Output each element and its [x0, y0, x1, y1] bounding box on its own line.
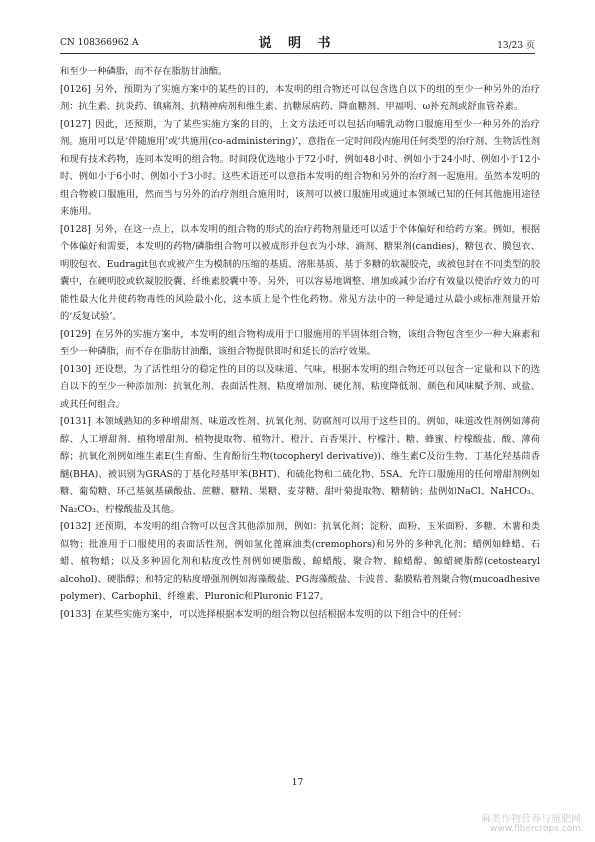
paragraph-text: 另外，在这一点上，以本发明的组合物的形式的治疗药物剂量还可以适于个体偏好和给药方案。例如，根据个体偏好和需要，本发明的药物/磷脂组合物可以被成形并包衣为小球、滴剂、糖果剂(candies)、糖包衣、膜包衣、明胶包衣、Eudragit包衣或被产生为模制的压缩的基质、溶胀基质、基于多糖的软凝胶壳，或被包封在不同类型的胶囊中，在硬明胶或软凝胶胶囊、纤维素胶囊中等。另外，可以容易地调整、增加或减少治疗有效量以使治疗效力的可能性最大化并使药物毒性的风险最小化，这本质上是个性化药物。常见方法中的一种是通过从最小或标准剂量开始的‘反复试验’。	[60, 223, 540, 322]
paragraph-text: 本领域熟知的多种增甜剂、味道改性剂、抗氧化剂、防腐剂可以用于这些目的。例如，味道改性剂例如薄荷醇、人工增甜剂、植物增甜剂、植物提取物、植物汁、橙汁、百香果汁、柠檬汁、糖、蜂蜜、柠檬酸盐、酸、薄荷醇；抗氧化剂例如维生素E(生育酚、生育酚衍生物(tocopheryl derivative))、维生素C及衍生物、丁基化羟基茴香醚(BHA)、被识别为GRAS的丁基化羟基甲苯(BHT)、和硫化物和二硫化物、5SA、允许口服施用的任何增甜剂例如糖、葡萄糖、环己基氨基磺酸盐、蔗糖、糖精、果糖、麦芽糖、甜叶菊提取物、糖精钠；盐例如NaCl、NaHCO₃、Na₂CO₃、柠檬酸盐及其他。	[60, 416, 540, 515]
paragraph-number: [0127]	[60, 118, 91, 130]
document-body	[60, 63, 540, 623]
paragraph	[60, 606, 540, 624]
paragraph	[60, 81, 540, 116]
paragraph-text: 因此，还预期，为了某些实施方案的目的，上文方法还可以包括向哺乳动物口服施用至少一种另外的治疗剂。施用可以是‘伴随施用’或‘共施用(co-administering)’，意指在一定时间段内施用任何类型的治疗剂、生物活性剂和现有技术药物，连同本发明的组合物。时间段优选地小于72小时，例如48小时、例如小于24小时、例如小于12小时、例如小于6小时、例如小于3小时。这些术语还可以意指本发明的组合物和另外的治疗剂一起施用。虽然本发明的组合物被口服施用，然而当与另外的治疗剂组合施用时，该剂可以被口服施用或通过本领域已知的任何其他施用途径来施用。	[60, 118, 540, 217]
paragraph	[60, 63, 540, 81]
paragraph-number: [0133]	[60, 608, 91, 620]
paragraph-number: [0132]	[60, 521, 91, 532]
paragraph	[60, 518, 540, 606]
paragraph	[60, 116, 540, 221]
page-header	[60, 30, 535, 52]
document-type: 说 明 书	[258, 36, 337, 51]
paragraph	[60, 326, 540, 361]
paragraph	[60, 413, 540, 518]
paragraph	[60, 361, 540, 414]
paragraph	[60, 221, 540, 326]
paragraph-text: 还预期，本发明的组合物可以包含其他添加剂，例如：抗氧化剂；淀粉、面粉、玉米面粉、多糖、木薯和类似物；批准用于口服使用的表面活性剂，例如氢化蓖麻油类(cremophors)和另外的多种乳化剂；蜡例如蜂蜡、石蜡、植物蜡；以及多种固化剂和粘度改性剂例如硬脂酸、鲸蜡酸、聚合物、鲸蜡醇、鲸蜡硬脂醇(cetostearyl alcohol)、硬脂醇；和特定的粘度增强剂例如海藻酸盐、PG海藻酸盐、卡波普、黏膜粘着剂聚合物(mucoadhesive polymer)、Carbophil、纤维素、Pluronic和Pluronic F127。	[60, 521, 540, 602]
paragraph-number: [0130]	[60, 363, 91, 375]
header-rule	[60, 53, 535, 54]
paragraph-number: [0126]	[60, 83, 91, 95]
paragraph-text: 和至少一种磷脂，而不存在脂肪甘油酯。	[60, 66, 228, 77]
page-counter: 13/23 页	[497, 41, 535, 51]
patent-number: CN 108366962 A	[60, 38, 139, 48]
paragraph-number: [0131]	[60, 416, 91, 427]
page-number: 17	[291, 778, 304, 788]
paragraph-text: 另外，预期为了实施方案中的某些的目的，本发明的组合物还可以包含选自以下的组的至少一种另外的治疗剂：抗生素、抗炎药、镇痛剂、抗精神病剂和维生素、抗糖尿病药、降血糖剂、甲福明、ω补充剂或舒血管养素。	[60, 83, 540, 112]
paragraph-number: [0128]	[60, 223, 91, 235]
paragraph-text: 在另外的实施方案中，本发明的组合物构成用于口服施用的半固体组合物，该组合物包含至少一种大麻素和至少一种磷脂，而不存在脂肪甘油酯，该组合物提供即时和延长的治疗效果。	[60, 328, 540, 357]
paragraph-number: [0129]	[60, 328, 91, 340]
paragraph-text: 还设想，为了活性组分的稳定性的目的以及味道、气味，根据本发明的组合物还可以包含一定量和以下的选自以下的至少一种添加剂：抗氧化剂、表面活性剂、粘度增加剂、硬化剂、粘度降低剂、颜色和风味赋予剂、或盐、或其任何组合。	[60, 363, 540, 410]
watermark-text: 麻类作物营养与施肥网	[481, 814, 581, 825]
paragraph-text: 在某些实施方案中，可以选择根据本发明的组合物以包括根据本发明的以下组合中的任何：	[94, 608, 467, 620]
watermark-url: www.fibercrops.com	[490, 824, 581, 834]
